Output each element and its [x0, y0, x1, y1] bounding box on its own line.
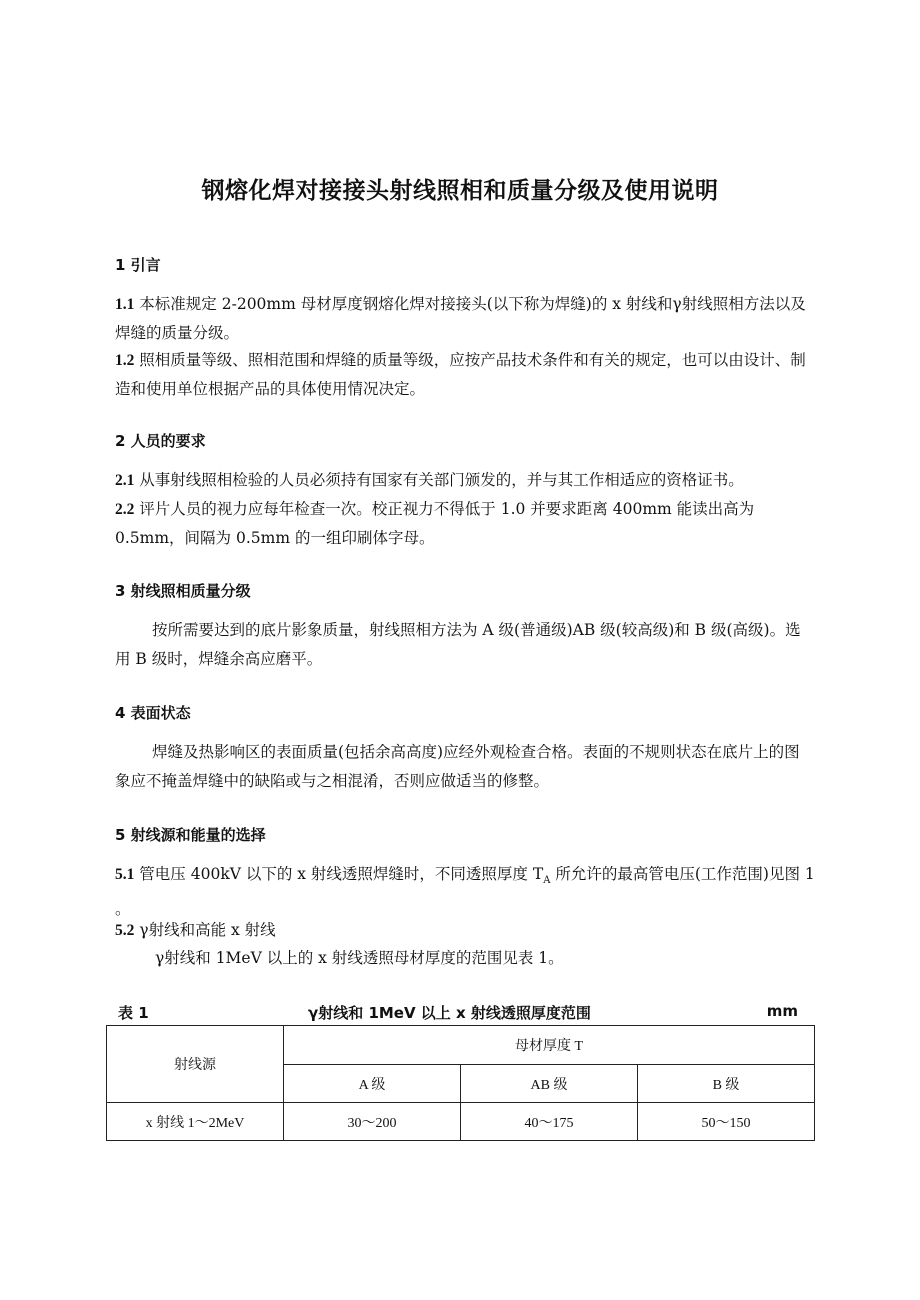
cell-ab: 40～175 — [461, 1103, 638, 1141]
paragraph-3: 按所需要达到的底片影象质量，射线照相方法为 A 级(普通级)AB 级(较高级)和 B 级(高级)。选用 B 级时，焊缝余高应磨平。 — [115, 621, 801, 668]
section-heading-2: 2 人员的要求 — [115, 432, 206, 450]
clause-text: 评片人员的视力应每年检查一次。校正视力不得低于 1.0 并要求距离 400mm 能读出高为 0.5mm，间隔为 0.5mm 的一组印刷体字母。 — [115, 500, 755, 547]
table-title: γ射线和 1MeV 以上 x 射线透照厚度范围 — [308, 1004, 591, 1022]
header-thickness-group: 母材厚度 T — [284, 1026, 815, 1065]
clause-text: 照相质量等级、照相范围和焊缝的质量等级，应按产品技术条件和有关的规定，也可以由设计、制造和使用单位根据产品的具体使用情况决定。 — [115, 351, 806, 398]
paragraph-5-2-body: γ射线和 1MeV 以上的 x 射线透照母材厚度的范围见表 1。 — [155, 949, 564, 967]
paragraph-5-2 — [115, 916, 815, 945]
clause-number: 5.1 — [115, 866, 135, 883]
section-heading-1: 1 引言 — [115, 256, 161, 274]
section-heading-5: 5 射线源和能量的选择 — [115, 826, 266, 844]
paragraph-4: 焊缝及热影响区的表面质量(包括余高高度)应经外观检查合格。表面的不规则状态在底片上的图象应不掩盖焊缝中的缺陷或与之相混淆，否则应做适当的修整。 — [115, 743, 800, 790]
clause-number: 5.2 — [115, 922, 135, 939]
section-heading-4: 4 表面状态 — [115, 704, 191, 722]
clause-number: 2.1 — [115, 472, 135, 489]
paragraph-2-2 — [115, 495, 815, 553]
paragraph-2-1 — [115, 466, 815, 495]
column-header-a: A 级 — [284, 1065, 461, 1103]
cell-source: x 射线 1～2MeV — [107, 1103, 284, 1141]
header-source: 射线源 — [107, 1026, 284, 1103]
section-heading-3: 3 射线照相质量分级 — [115, 582, 251, 600]
cell-b: 50～150 — [638, 1103, 815, 1141]
cell-a: 30～200 — [284, 1103, 461, 1141]
clause-number: 2.2 — [115, 501, 135, 518]
clause-text: 从事射线照相检验的人员必须持有国家有关部门颁发的，并与其工作相适应的资格证书。 — [134, 471, 744, 489]
table-row — [107, 1103, 815, 1141]
column-header-b: B 级 — [638, 1065, 815, 1103]
clause-text: 管电压 400kV 以下的 x 射线透照焊缝时，不同透照厚度 T — [134, 865, 544, 883]
page-title: 钢熔化焊对接接头射线照相和质量分级及使用说明 — [201, 178, 719, 204]
table-unit: mm — [766, 1002, 798, 1020]
clause-text: γ射线和高能 x 射线 — [134, 921, 276, 939]
clause-text: 所允许的最高管电压(工作范围)见图 1 。 — [115, 865, 815, 919]
table-label: 表 1 — [118, 1004, 149, 1022]
column-header-ab: AB 级 — [461, 1065, 638, 1103]
clause-number: 1.1 — [115, 296, 135, 313]
clause-text: 本标准规定 2-200mm 母材厚度钢熔化焊对接接头(以下称为焊缝)的 x 射线和γ射线照相方法以及焊缝的质量分级。 — [115, 295, 806, 342]
paragraph-1-2 — [115, 346, 815, 404]
paragraph-5-1 — [115, 860, 815, 924]
paragraph-1-1 — [115, 290, 815, 348]
table-caption — [118, 1002, 798, 1024]
thickness-range-table — [106, 1025, 815, 1141]
clause-number: 1.2 — [115, 352, 135, 369]
subscript: A — [543, 875, 551, 887]
